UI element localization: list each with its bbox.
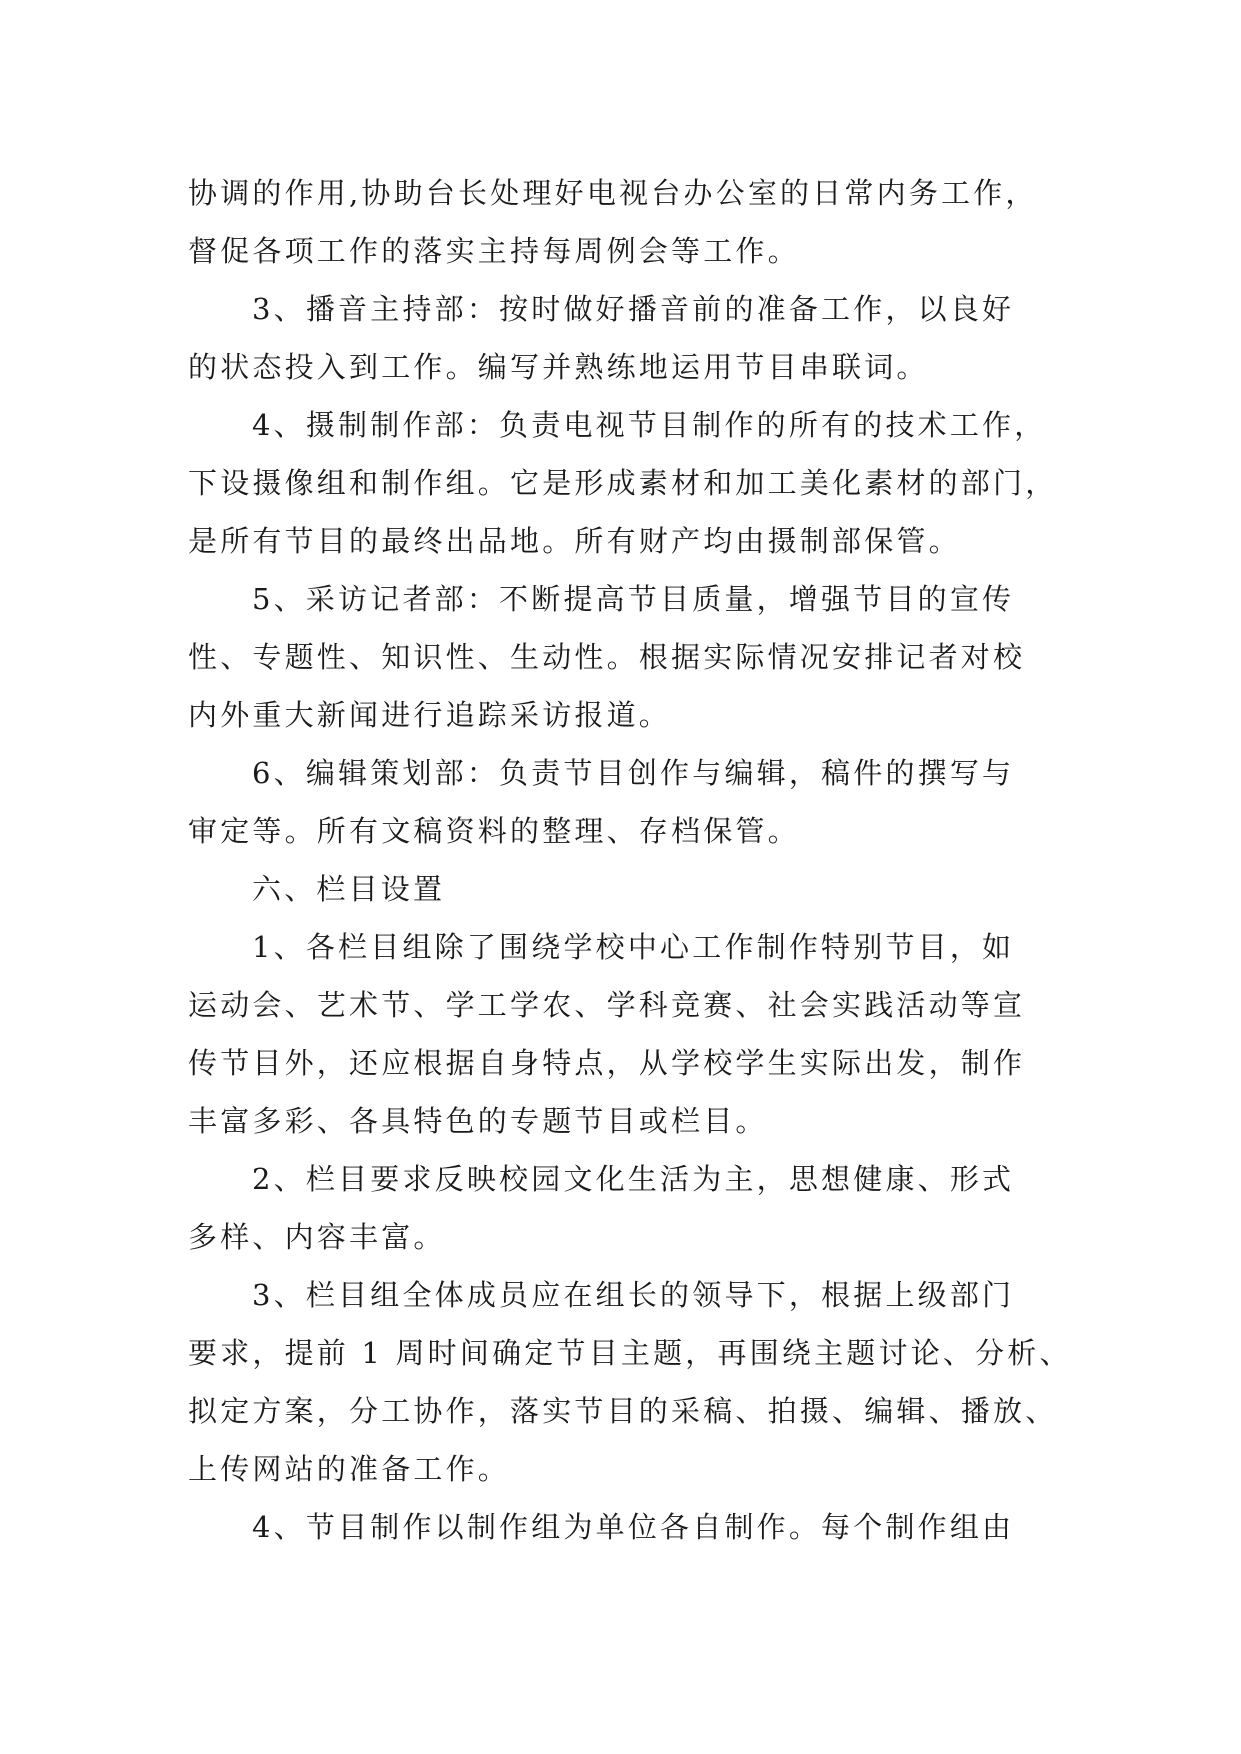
section-heading: 六、栏目设置 xyxy=(252,872,446,906)
paragraph-line: 督促各项工作的落实主持每周例会等工作。 xyxy=(188,234,800,268)
paragraph-line: 1、各栏目组除了围绕学校中心工作制作特别节目，如 xyxy=(252,930,1015,964)
paragraph-line: 拟定方案，分工协作，落实节目的采稿、拍摄、编辑、播放、 xyxy=(188,1394,1058,1428)
document-body xyxy=(188,164,1088,1556)
paragraph-line: 4、摄制制作部：负责电视节目制作的所有的技术工作， xyxy=(252,408,1047,442)
paragraph-line: 3、播音主持部：按时做好播音前的准备工作，以良好 xyxy=(252,292,1015,326)
paragraph-line: 3、栏目组全体成员应在组长的领导下，根据上级部门 xyxy=(252,1278,1015,1312)
paragraph-line: 审定等。所有文稿资料的整理、存档保管。 xyxy=(188,814,800,848)
paragraph-line: 运动会、艺术节、学工学农、学科竞赛、社会实践活动等宣 xyxy=(188,988,1026,1022)
paragraph-line: 2、栏目要求反映校园文化生活为主，思想健康、形式 xyxy=(252,1162,1015,1196)
paragraph-line: 性、专题性、知识性、生动性。根据实际情况安排记者对校 xyxy=(188,640,1026,674)
paragraph-line: 5、采访记者部：不断提高节目质量，增强节目的宣传 xyxy=(252,582,1015,616)
paragraph-line: 要求，提前 1 周时间确定节目主题，再围绕主题讨论、分析、 xyxy=(188,1336,1072,1370)
paragraph-line: 4、节目制作以制作组为单位各自制作。每个制作组由 xyxy=(252,1510,1015,1544)
paragraph-line: 下设摄像组和制作组。它是形成素材和加工美化素材的部门， xyxy=(188,466,1058,500)
paragraph-line: 的状态投入到工作。编写并熟练地运用节目串联词。 xyxy=(188,350,929,384)
paragraph-line: 丰富多彩、各具特色的专题节目或栏目。 xyxy=(188,1104,768,1138)
paragraph-line: 传节目外，还应根据自身特点，从学校学生实际出发，制作 xyxy=(188,1046,1026,1080)
paragraph-line: 协调的作用,协助台长处理好电视台办公室的日常内务工作， xyxy=(188,176,1038,210)
paragraph-line: 6、编辑策划部：负责节目创作与编辑，稿件的撰写与 xyxy=(252,756,1015,790)
paragraph-line: 多样、内容丰富。 xyxy=(188,1220,446,1254)
paragraph-line: 内外重大新闻进行追踪采访报道。 xyxy=(188,698,672,732)
paragraph-line: 是所有节目的最终出品地。所有财产均由摄制部保管。 xyxy=(188,524,961,558)
paragraph-line: 上传网站的准备工作。 xyxy=(188,1452,511,1486)
